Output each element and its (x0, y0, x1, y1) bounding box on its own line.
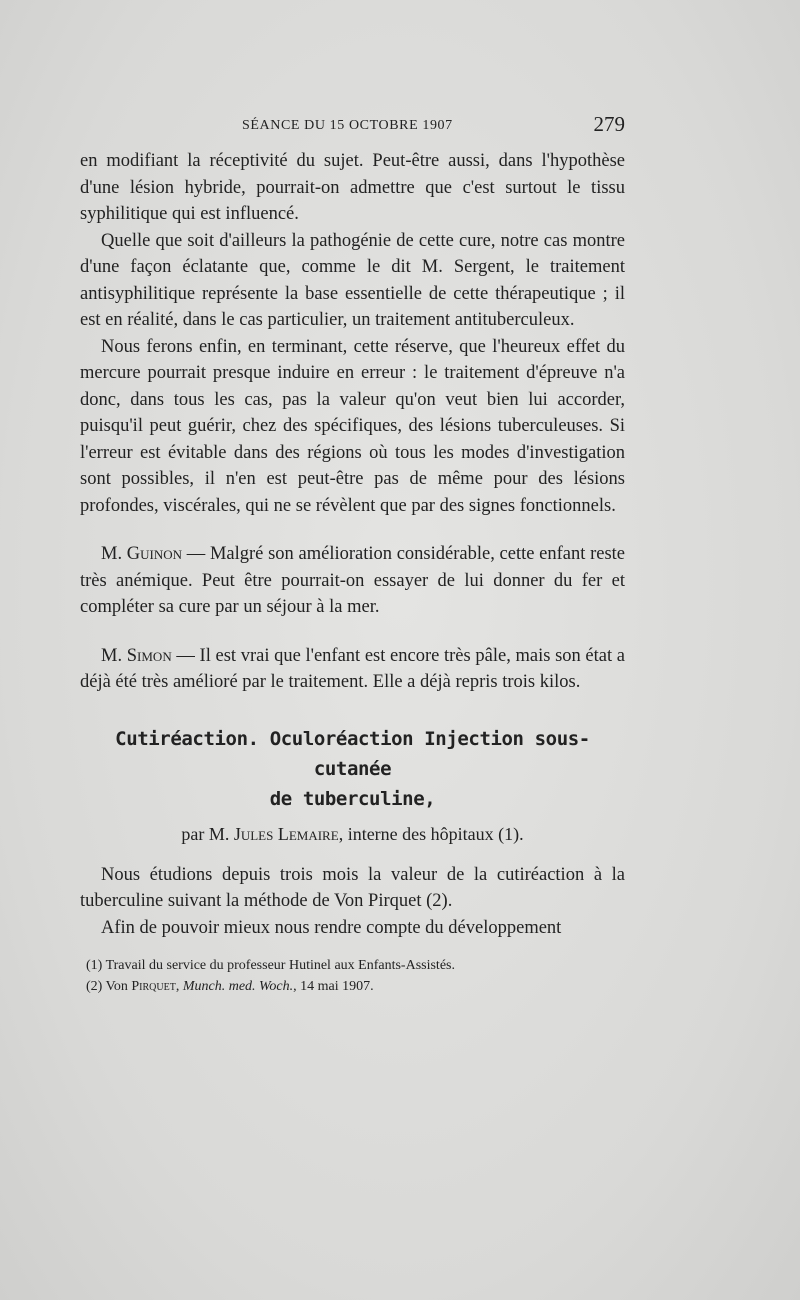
page-body (80, 148, 625, 997)
speaker-prefix: M. (101, 544, 123, 564)
article-byline: par M. Jules Lemaire, interne des hôpitaux (1). (181, 823, 524, 844)
article-title (80, 724, 625, 814)
footnotes (80, 955, 625, 997)
paragraph-continuation: en modifiant la réceptivité du sujet. Peut-être aussi, dans l'hypothèse d'une lésion hybride, pourrait-on admettre que c'est surtout le tissu syphilitique qui est influencé. (80, 151, 625, 224)
article-paragraph-1: Nous étudions depuis trois mois la valeur de la cutiréaction à la tuberculine suivant la méthode de Von Pirquet (2). (80, 864, 625, 911)
discussion-simon (80, 643, 625, 696)
author-name: Jules Lemaire (233, 823, 339, 844)
simon-remark: — Il est vrai que l'enfant est encore très pâle, mais son état a déjà été très amélioré par le traitement. Elle a déjà repris trois kilos. (80, 645, 626, 692)
speaker-name-guinon: Guinon (126, 544, 183, 564)
speaker-name-simon: Simon (126, 645, 172, 666)
page-header (80, 112, 625, 142)
paragraph-pathogenie: Quelle que soit d'ailleurs la pathogénie de cette cure, notre cas montre d'une façon éclatante que, comme le dit M. Sergent, le traitement antisyphilitique représente la base essentielle de cette thérapeutique ; il est en réalité, dans le cas particulier, un traitement antituberculeux. (80, 230, 625, 330)
article-title-line2: de tuberculine, (269, 787, 436, 810)
footnote-2: (2) Von Pirquet, Munch. med. Woch., 14 mai 1907. (86, 979, 374, 994)
speaker-prefix: M. (101, 645, 123, 666)
guinon-remark: — Malgré son amélioration considérable, cette enfant reste très anémique. Peut être pourrait-on essayer de lui donner du fer et compléter sa cure par un séjour à la mer. (80, 544, 625, 617)
paragraph-reserve: Nous ferons enfin, en terminant, cette réserve, que l'heureux effet du mercure pourrait presque induire en erreur : le traitement d'épreuve n'a donc, dans tous les cas, pas la valeur qu'on veut bien lui accorder, puisqu'il peut guérir, chez des spécifiques, des lésions tuberculeuses. Si l'erreur est évitable dans des régions où tous les modes d'investigation sont possibles, il n'en est peut-être pas de même pour des lésions profondes, viscérales, qui ne se révèlent que par des signes fonctionnels. (80, 336, 625, 516)
footnote-author: Pirquet (131, 979, 176, 994)
discussion-guinon (80, 541, 625, 621)
running-title: SÉANCE DU 15 OCTOBRE 1907 (242, 118, 453, 133)
article-paragraph-2: Afin de pouvoir mieux nous rendre compte du développement (101, 917, 562, 938)
footnote-journal: Munch. med. Woch. (182, 979, 294, 994)
footnote-1: (1) Travail du service du professeur Hutinel aux Enfants-Assistés. (86, 958, 455, 973)
article-title-line1: Cutiréaction. Oculoréaction Injection sous-cutanée (115, 727, 590, 780)
page-number: 279 (593, 112, 625, 136)
